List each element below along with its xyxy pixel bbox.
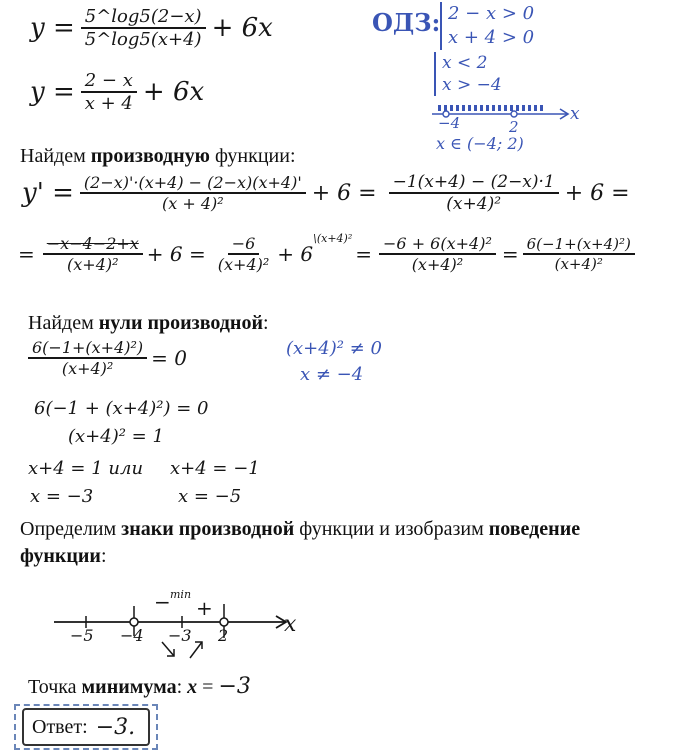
deriv-tail-1: + 6 = — [311, 180, 377, 206]
zeros-fraction — [28, 338, 147, 378]
func1-numerator: 5^log5(2−x) — [81, 6, 206, 29]
deriv-eq-3: = — [18, 242, 35, 266]
derivative-line-2 — [18, 231, 637, 274]
odz-sys1-line-a: 2 − x > 0 — [448, 3, 535, 24]
zeros-condition-2: x ≠ −4 — [300, 364, 364, 385]
odz-sys1-line-b: x + 4 > 0 — [448, 27, 535, 48]
deriv-num-1: (2−x)'·(x+4) − (2−x)(x+4)' — [80, 173, 306, 194]
odz-point-2 — [511, 111, 517, 117]
deriv-fraction-2 — [389, 172, 559, 214]
deriv-sup-4: \(x+4)² — [313, 231, 353, 245]
section1-suffix: функции: — [209, 145, 296, 167]
sign-plus: + — [196, 596, 213, 620]
zeros-equation-4a: x+4 = 1 или — [28, 458, 144, 479]
sign-tick-label-m5: −5 — [70, 626, 94, 645]
deriv-tail-2: + 6 = — [564, 180, 630, 206]
deriv-den-5: (x+4)² — [411, 255, 464, 274]
increase-arrow — [190, 642, 202, 658]
conclusion-value: −3 — [218, 674, 251, 699]
conclusion-bold: минимума — [81, 676, 177, 698]
deriv-fraction-4 — [214, 234, 274, 274]
sign-tick-label-2: 2 — [218, 626, 229, 645]
func1-tail: + 6x — [211, 13, 273, 43]
deriv-fraction-5 — [379, 234, 496, 274]
odz-system-2 — [434, 52, 502, 96]
deriv-fraction-3 — [43, 234, 143, 274]
deriv-num-5: −6 + 6(x+4)² — [379, 234, 496, 255]
sign-point-2 — [220, 618, 228, 626]
zeros-den: (x+4)² — [61, 359, 114, 378]
deriv-tail-3: + 6 = — [146, 242, 206, 266]
sign-tick-label-m3: −3 — [168, 626, 192, 645]
deriv-num-3: −x−4−2+x — [43, 234, 143, 255]
section3-bold-1: знаки производной — [121, 518, 295, 540]
minimum-point-line — [28, 674, 251, 699]
func1-denominator: 5^log5(x+4) — [84, 29, 202, 50]
conclusion-suffix: : — [176, 676, 188, 698]
deriv-lhs: y' = — [22, 178, 74, 208]
sign-minus: − — [154, 590, 171, 614]
section3-line2-suffix: : — [100, 545, 107, 567]
odz-sys2-line-b: x > −4 — [442, 75, 502, 95]
odz-system-1 — [440, 2, 534, 50]
deriv-eq-5: = — [501, 242, 519, 266]
deriv-eq-4: = — [355, 242, 373, 266]
func2-fraction — [81, 70, 137, 114]
zeros-equation-4b: x+4 = −1 — [170, 458, 260, 479]
function-line-1 — [30, 6, 273, 50]
odz-axis-label: x — [570, 104, 580, 124]
section3-bold-2: поведение — [488, 518, 581, 540]
deriv-den-4: (x+4)² — [217, 255, 270, 274]
sign-axis-label: x — [284, 612, 297, 637]
deriv-fraction-6 — [523, 235, 635, 273]
sign-tick-label-m4: −4 — [120, 626, 144, 645]
section-zeros-heading — [28, 312, 269, 335]
section2-suffix: : — [262, 312, 269, 334]
zeros-equation-2: 6(−1 + (x+4)²) = 0 — [34, 398, 209, 419]
section-derivative-heading — [20, 145, 296, 168]
deriv-tail-4: + 6 — [277, 242, 314, 266]
func1-fraction — [81, 6, 206, 50]
section1-prefix: Найдем — [20, 145, 91, 167]
section2-bold: нули производной — [98, 312, 263, 334]
func2-denominator: x + 4 — [84, 93, 133, 114]
deriv-den-6: (x+4)² — [554, 255, 603, 273]
section-signs-heading — [20, 516, 580, 570]
deriv-den-2: (x+4)² — [446, 194, 502, 214]
answer-value: −3. — [95, 714, 136, 740]
deriv-den-3: (x+4)² — [67, 255, 119, 274]
odz-tick-left: −4 — [438, 114, 461, 132]
zeros-num: 6(−1+(x+4)²) — [28, 338, 147, 359]
zeros-equation-3: (x+4)² = 1 — [68, 426, 164, 447]
func2-numerator: 2 − x — [81, 70, 137, 93]
sign-min-label: min — [170, 588, 192, 601]
deriv-num-4: −6 — [228, 234, 260, 255]
zeros-eq-1: = 0 — [151, 346, 188, 370]
section3-mid: функции и изобразим — [294, 518, 489, 540]
odz-label: ОДЗ: — [372, 8, 441, 37]
deriv-num-6: 6(−1+(x+4)²) — [523, 235, 635, 255]
conclusion-var: x — [187, 676, 198, 698]
func2-lhs: y = — [30, 77, 75, 107]
answer-label: Ответ: — [32, 715, 88, 738]
derivative-line-1 — [22, 172, 630, 214]
sign-point-m4 — [130, 618, 138, 626]
zeros-root-1: x = −3 — [30, 486, 94, 507]
zeros-condition-1: (x+4)² ≠ 0 — [286, 338, 382, 359]
zeros-equation-1 — [28, 338, 187, 378]
deriv-den-1: (x + 4)² — [161, 194, 224, 213]
odz-sys2-line-a: x < 2 — [442, 53, 488, 73]
deriv-fraction-1 — [80, 173, 306, 213]
odz-tick-right: 2 — [509, 118, 519, 136]
section3-prefix: Определим — [20, 518, 122, 540]
func2-tail: + 6x — [142, 77, 205, 107]
section3-line2-bold: функции — [20, 545, 101, 567]
conclusion-eq: = — [197, 676, 219, 698]
section1-bold: производную — [90, 145, 210, 167]
zeros-root-2: x = −5 — [178, 486, 242, 507]
odz-interval: x ∈ (−4; 2) — [436, 134, 524, 153]
section2-prefix: Найдем — [28, 312, 99, 334]
function-line-2 — [30, 70, 204, 114]
func1-lhs: y = — [30, 13, 75, 43]
conclusion-prefix: Точка — [28, 676, 82, 698]
deriv-num-2: −1(x+4) − (2−x)·1 — [389, 172, 559, 194]
answer-box — [22, 708, 150, 746]
